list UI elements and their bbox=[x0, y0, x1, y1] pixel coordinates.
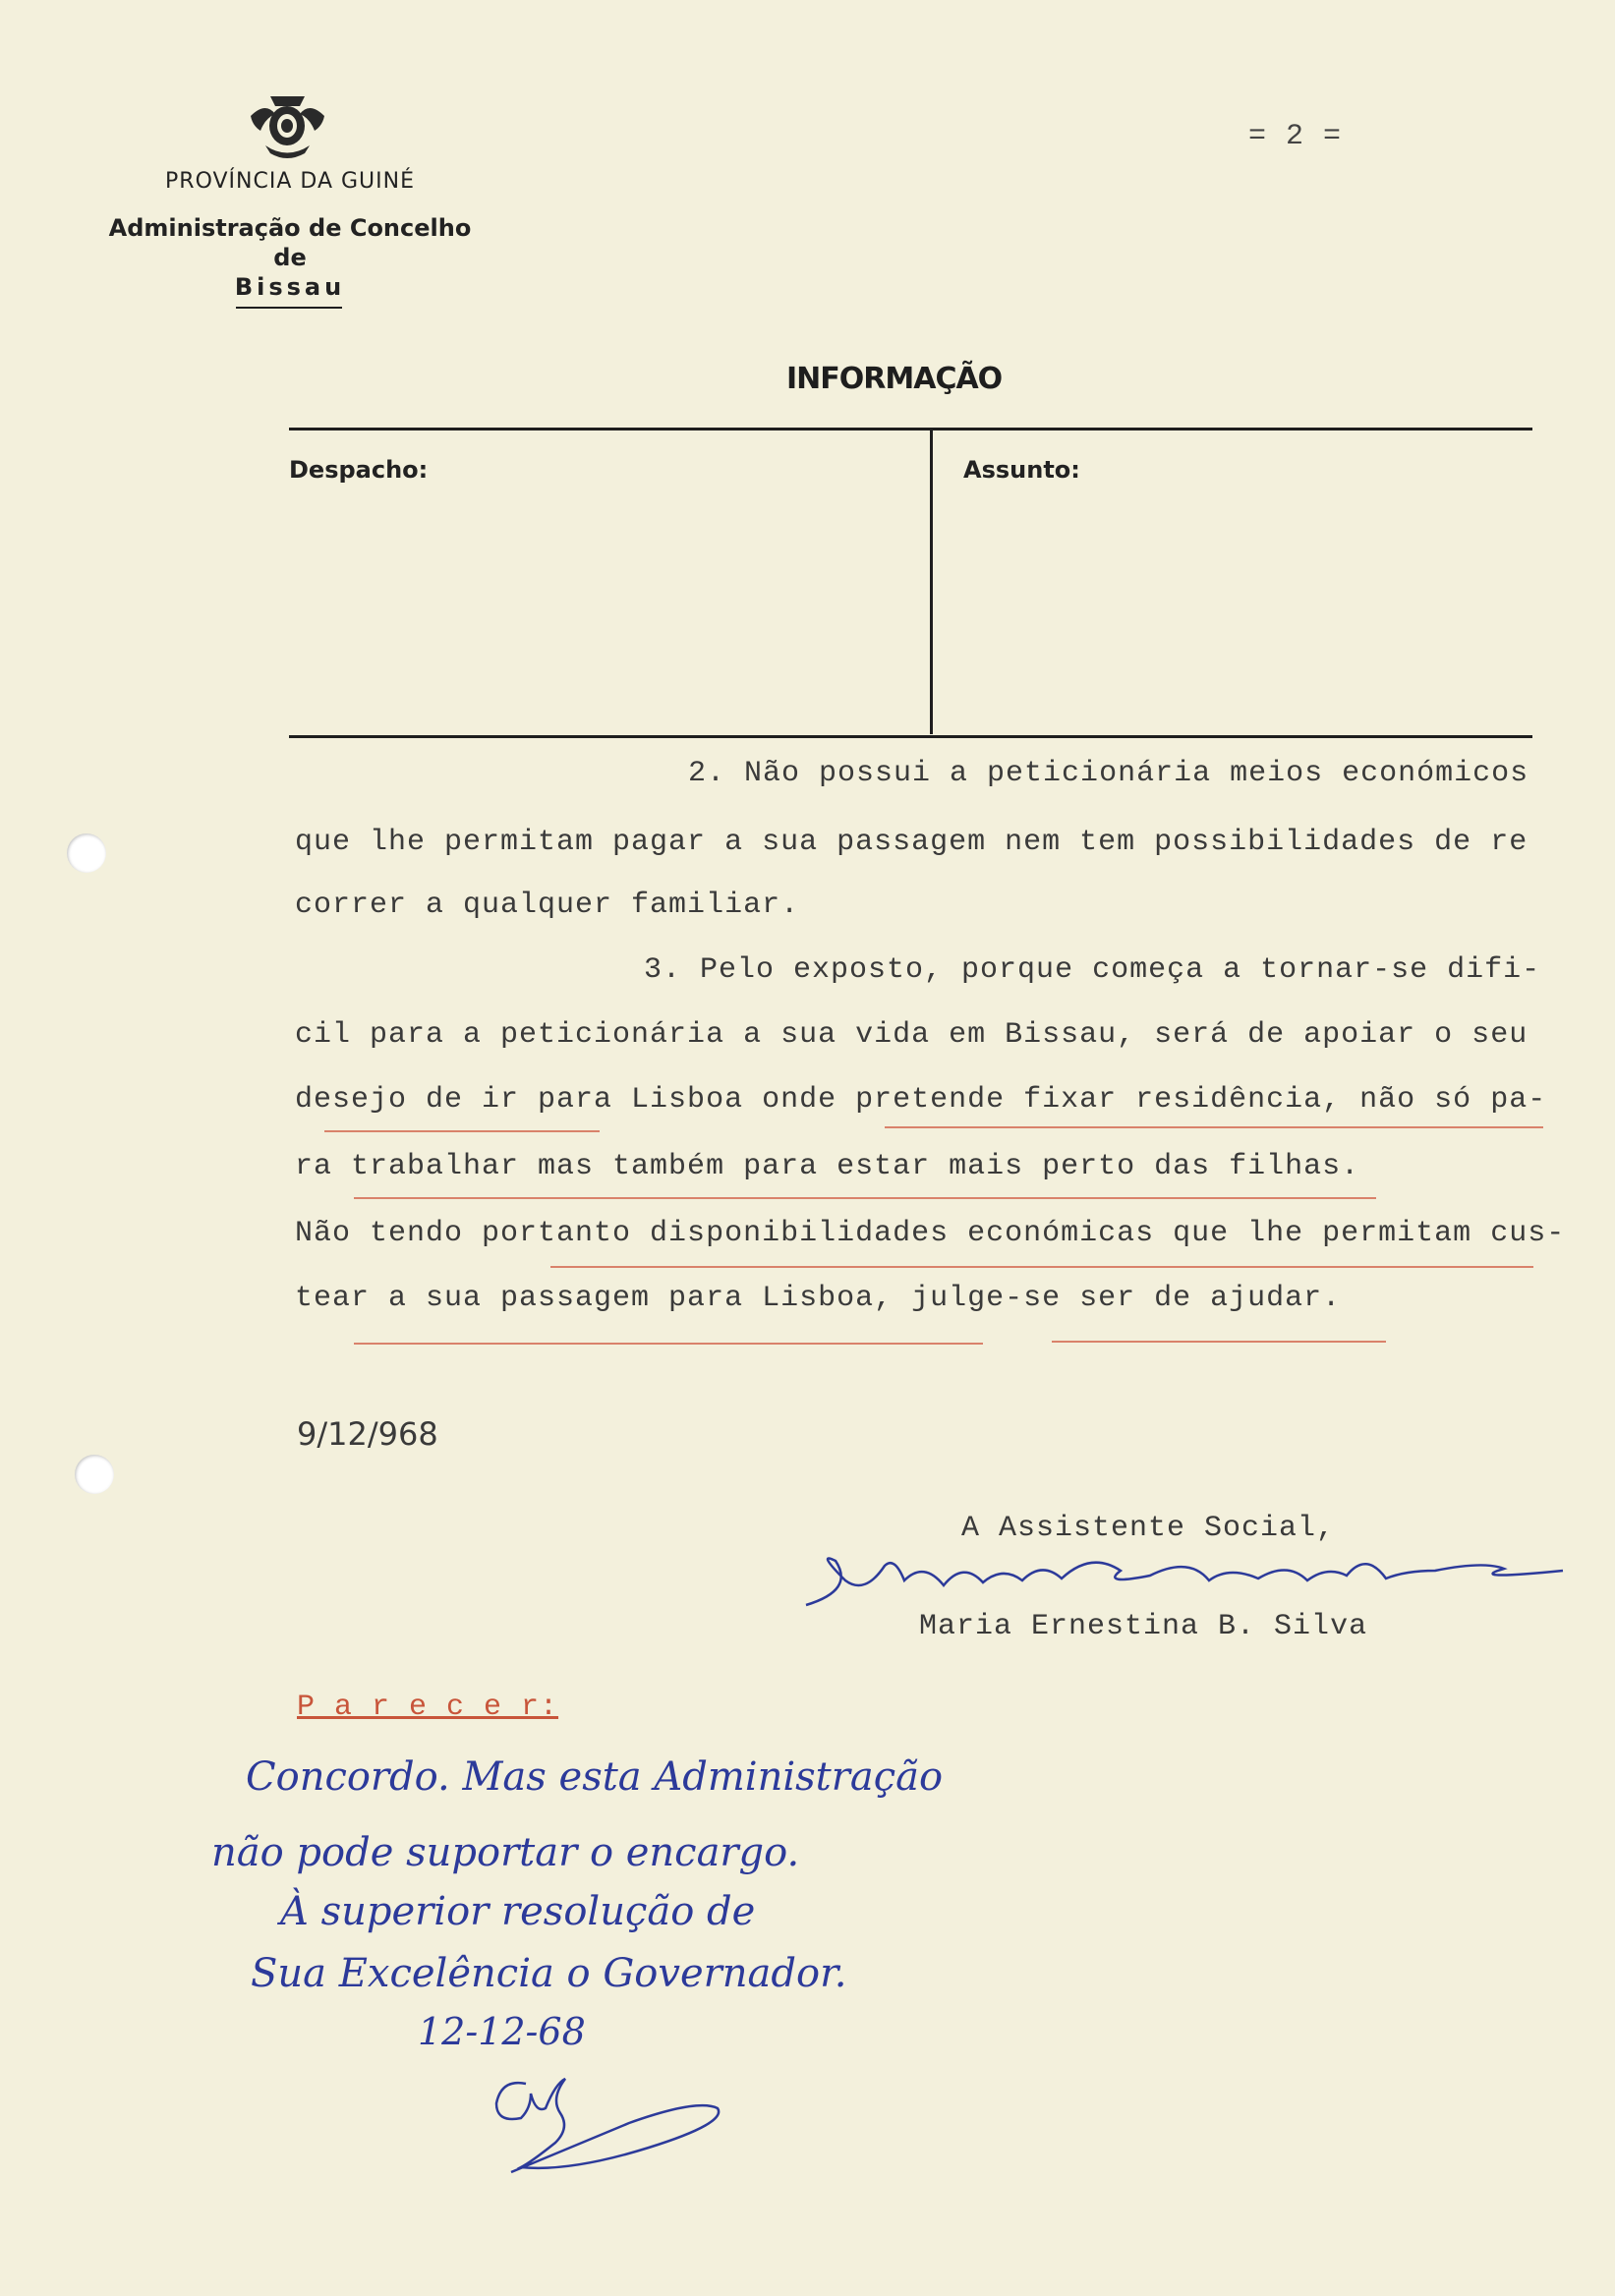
red-underline-4 bbox=[550, 1266, 1533, 1268]
body-line-6: desejo de ir para Lisboa onde pretende fixar residência, não só pa- bbox=[295, 1083, 1547, 1117]
body-line-7: ra trabalhar mas também para estar mais perto das filhas. bbox=[295, 1150, 1360, 1183]
form-title: INFORMAÇÃO bbox=[786, 362, 1003, 396]
administration-city: Bissau bbox=[234, 273, 346, 301]
parecer-initials bbox=[472, 2054, 747, 2182]
red-underline-3 bbox=[354, 1197, 1376, 1199]
parecer-handwritten-line-2: não pode suportar o encargo. bbox=[211, 1830, 800, 1875]
red-underline-6 bbox=[1052, 1341, 1386, 1343]
red-underline-2 bbox=[885, 1126, 1543, 1128]
red-underline-5 bbox=[354, 1343, 983, 1345]
parecer-handwritten-date: 12-12-68 bbox=[418, 2010, 586, 2053]
parecer-handwritten-line-3: À superior resolução de bbox=[280, 1889, 756, 1934]
province-heading: PROVÍNCIA DA GUINÉ bbox=[165, 169, 415, 194]
punch-hole-top bbox=[67, 833, 106, 873]
despacho-label: Despacho: bbox=[289, 456, 429, 484]
body-line-8: Não tendo portanto disponibilidades económicas que lhe permitam cus- bbox=[295, 1217, 1566, 1250]
red-underline-1 bbox=[324, 1130, 600, 1132]
signatory-role: A Assistente Social, bbox=[961, 1512, 1336, 1545]
city-underline bbox=[236, 307, 342, 309]
body-line-3: correr a qualquer familiar. bbox=[295, 889, 800, 922]
form-top-rule bbox=[289, 428, 1532, 430]
coat-of-arms-icon bbox=[241, 86, 334, 160]
parecer-handwritten-line-4: Sua Excelência o Governador. bbox=[251, 1951, 847, 1996]
administration-de: de bbox=[273, 244, 307, 271]
body-line-2: que lhe permitam pagar a sua passagem nem tem possibilidades de re bbox=[295, 826, 1528, 859]
signatory-name: Maria Ernestina B. Silva bbox=[919, 1610, 1368, 1643]
handwritten-signature bbox=[796, 1541, 1573, 1620]
administration-heading: Administração de Concelho bbox=[108, 214, 472, 242]
parecer-handwritten-line-1: Concordo. Mas esta Administração bbox=[246, 1754, 944, 1800]
page-number: = 2 = bbox=[1248, 120, 1343, 153]
body-line-9: tear a sua passagem para Lisboa, julge-se ser de ajudar. bbox=[295, 1282, 1342, 1315]
body-line-1: 2. Não possui a peticionária meios económicos bbox=[688, 757, 1529, 790]
document-date: 9/12/968 bbox=[297, 1415, 438, 1453]
body-line-4: 3. Pelo exposto, porque começa a tornar-se difi- bbox=[644, 953, 1541, 987]
form-divider bbox=[930, 430, 933, 734]
parecer-label: P a r e c e r: bbox=[297, 1691, 559, 1724]
assunto-label: Assunto: bbox=[963, 456, 1080, 484]
punch-hole-bottom bbox=[75, 1455, 114, 1494]
form-bottom-rule bbox=[289, 735, 1532, 738]
body-line-5: cil para a peticionária a sua vida em Bissau, será de apoiar o seu bbox=[295, 1018, 1528, 1052]
